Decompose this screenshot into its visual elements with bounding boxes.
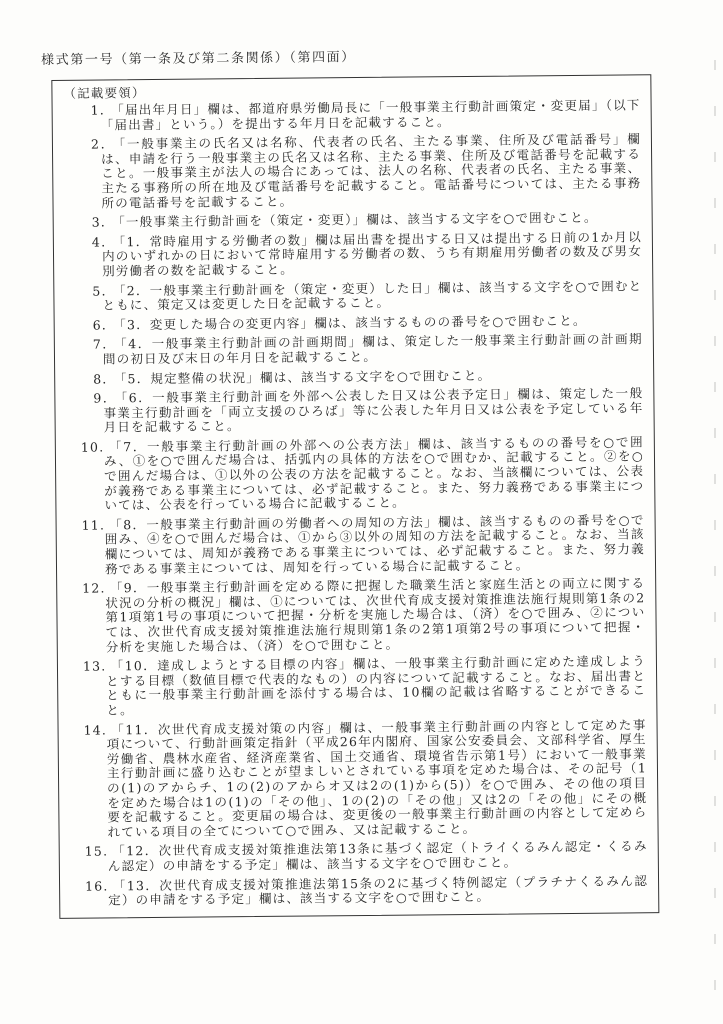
- instructions-list: [63, 98, 649, 908]
- item-number: 7．: [92, 336, 117, 352]
- item-number: 6．: [92, 317, 116, 333]
- item-text: 「8．一般事業主行動計画の労働者への周知の方法」欄は、該当するものの番号を○で囲み、④を○で囲んだ場合は、①から③以外の周知の方法を記載すること。なお、当該欄については、周知が義務である事業主については、必ず記載すること。また、努力義務である事業主については、周知を行っている場合に記載すること。: [104, 512, 645, 577]
- item-text: 「13．次世代育成支援対策推進法第15条の2に基づく特例認定（プラチナくるみん認定）の申請をする予定」欄は、該当する文字を○で囲むこと。: [108, 872, 649, 908]
- instruction-item: [69, 718, 648, 840]
- item-number: 14.: [83, 722, 108, 738]
- item-text: 「12．次世代育成支援対策推進法第13条に基づく認定（トライくるみん認定・くるみん認定）の申請をする予定」欄は、該当する文字を○で囲むこと。: [107, 838, 648, 874]
- instruction-item: [66, 435, 645, 514]
- instruction-item: [63, 132, 642, 211]
- item-text: 「1．常時雇用する労働者の数」欄は届出書を提出する日又は提出する日前の1か月以内のいずれかの日において常時雇用する労働者の数、うち有期雇用労働者の数及び男女別労働者の数を記載すること。: [101, 229, 643, 279]
- item-text: 「3．変更した場合の変更内容」欄は、該当するものの番号を○で囲むこと。: [119, 312, 587, 333]
- instructions-box: [51, 74, 659, 918]
- item-number: 4．: [91, 234, 116, 250]
- item-number: 12.: [82, 580, 106, 596]
- item-number: 16.: [84, 877, 109, 894]
- item-number: 5．: [92, 282, 116, 299]
- item-number: 3．: [91, 214, 115, 230]
- form-title: 様式第一号（第一条及び第二条関係）（第四面）: [41, 50, 356, 69]
- item-text: 「9．一般事業主行動計画を定める際に把握した職業生活と家庭生活との両立に関する状況の分析の概況」欄は、①については、次世代育成支援対策推進法施行規則第1条の2第1項第1号の事項について把握・分析を実施した場合は、（済）を○で囲み、②については、次世代育成支援対策推進法施行規則第1条の2第1項第2号の事項について把握・分析を実施した場合は、（済）を○で囲むこと。: [105, 575, 646, 655]
- item-text: 「11．次世代育成支援対策の内容」欄は、一般事業主行動計画の内容として定めた事項について、行動計画策定指針（平成26年内閣府、国家公安委員会、文部科学省、厚生労働省、農林水産省、経済産業省、国土交通省、環境省告示第1号）において一般事業主行動計画に盛り込むことが望ましいとされている事項を定めた場合は、その記号（1の(1)のアからチ、1の(2)のアからオ又は2の(1)から(5)）を○で囲み、その他の項目を定めた場合は1の(1)の「その他」、1の(2)の「その他」又は2の「その他」にその概要を記載すること。変更届の場合は、変更後の一般事業主行動計画の内容として定められている項目の全てについて○で囲み、又は記載すること。: [106, 716, 648, 840]
- instruction-item: [64, 210, 642, 230]
- item-number: 2．: [90, 136, 116, 152]
- instruction-item: [70, 874, 648, 909]
- item-text: 「届出年月日」欄は、都道府県労働局長に「一般事業主行動計画策定・変更届」（以下「届出書」という。）を提出する年月日を記載すること。: [100, 97, 641, 133]
- instruction-item: [65, 333, 643, 368]
- item-text: 「7．一般事業主行動計画の外部への公表方法」欄は、該当するものの番号を○で囲み、①を○で囲んだ場合は、括弧内の具体的方法を○で囲むか、記載すること。②を○で囲んだ場合は、①以外の公表の方法を記載すること。なお、当該欄については、公表が義務である事業主については、必ず記載すること。また、努力義務である事業主については、公表を行っている場合に記載すること。: [103, 434, 645, 513]
- item-text: 「一般事業主行動計画を（策定・変更）」欄は、該当する文字を○で囲むこと。: [118, 209, 598, 230]
- item-number: 10.: [80, 439, 105, 455]
- item-text: 「10．達成しようとする目標の内容」欄は、一般事業主行動計画に定めた達成しようとする目標（数値目標で代表的なもの）の内容について記載すること。なお、届出書とともに一般事業主行動計画を添付する場合は、10欄の記載は省略することができること。: [106, 653, 647, 718]
- item-number: 9．: [93, 390, 118, 406]
- item-text: 「6．一般事業主行動計画を外部へ公表した日又は公表予定日」欄は、策定した一般事業主行動計画を「両立支援のひろば」等に公表した年月日又は公表を予定している年月日を記載すること。: [103, 385, 644, 435]
- item-text: 「2．一般事業主行動計画を（策定・変更）した日」欄は、該当する文字を○で囲むとともに、策定又は変更した日を記載すること。: [102, 277, 643, 313]
- instruction-item: [65, 367, 643, 387]
- instruction-item: [63, 98, 641, 133]
- instruction-item: [67, 513, 646, 577]
- item-text: 「一般事業主の氏名又は名称、代表者の氏名、主たる事業、住所及び電話番号」欄は、申請を行う一般事業主の氏名又は名称、主たる事業、住所及び電話番号を記載すること。一般事業主が法人の場合にあっては、法人の名称、代表者の氏名、主たる事業、主たる事務所の所在地及び電話番号を記載すること。電話番号については、主たる事務所の電話番号を記載すること。: [101, 131, 642, 211]
- item-text: 「5．規定整備の状況」欄は、該当する文字を○で囲むこと。: [119, 367, 492, 386]
- item-number: 1．: [90, 102, 114, 118]
- instruction-item: [68, 654, 647, 718]
- instruction-item: [65, 313, 643, 333]
- item-number: 11.: [81, 517, 106, 533]
- scan-edge-artifact: [714, 60, 716, 1014]
- instruction-item: [70, 840, 648, 875]
- instruction-item: [67, 577, 646, 656]
- item-number: 8．: [93, 370, 117, 387]
- item-text: 「4．一般事業主行動計画の計画期間」欄は、策定した一般事業主行動計画の計画期間の初日及び末日の年月日を記載すること。: [102, 331, 643, 367]
- instruction-item: [65, 386, 643, 435]
- instruction-item: [64, 230, 642, 279]
- item-number: 15.: [84, 843, 109, 859]
- instructions-title: （記載要領）: [63, 85, 146, 101]
- instruction-item: [64, 279, 642, 314]
- item-number: 13.: [82, 658, 107, 674]
